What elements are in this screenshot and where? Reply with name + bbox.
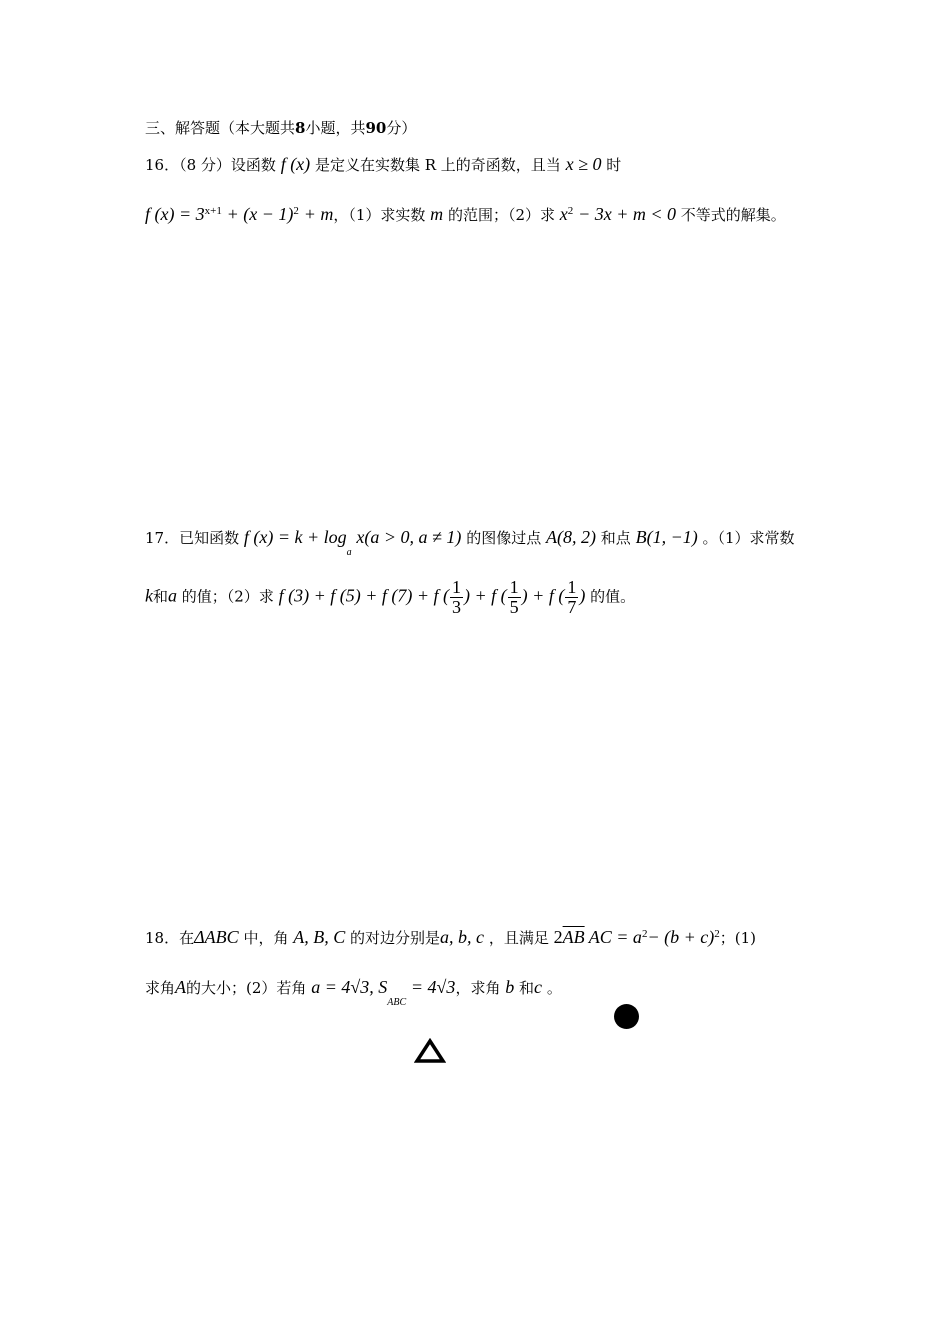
fraction-1-7: $\frac{1}{7}$ <box>567 577 577 617</box>
triangle-icon <box>414 1038 446 1064</box>
fraction-1-3: $\frac{1}{3}$ <box>452 577 462 617</box>
section-header: 三、解答题（本大题共8小题，共90分） <box>145 119 417 137</box>
fraction-1-5: $\frac{1}{5}$ <box>509 577 519 617</box>
q18-line1: 18．在ΔABC 中，角 A, B, C 的对边分别是a, b, c ，且满足 $2\overline{AB}$ AC = $a^2- (b + c)^2$；(1) <box>145 927 756 947</box>
q18-line2: 求角A的大小；(2）若角 a = 4√3, $S_{ABC} = 4√3$，求角 b 和c 。 <box>145 977 562 1008</box>
q16-line2: f $(x) = 3^{x+1} + (x - 1)^2 + m$，（1）求实数 m 的范围；（2）求 $x^2 - 3x + m < 0$ 不等式的解集。 <box>145 204 786 224</box>
q16-line1: 16．（8 分）设函数 f (x) 是定义在实数集 R 上的奇函数，且当 x ≥ 0 时 <box>145 154 622 174</box>
q17-line2: k和a 的值；（2）求 f (3) + f (5) + f (7) + f ( $\frac{1}{3}$ ) + f ( $\frac{1}{5}$ ) + f ( $\frac{1}{7}$ ) 的值。 <box>145 577 636 617</box>
filled-circle-icon <box>614 1004 639 1029</box>
q17-line1: 17．已知函数 f $(x) = k + \log_a x(a > 0$, a ≠ 1) 的图像过点 A(8, 2) 和点 B(1, −1) 。（1）求常数 <box>145 527 795 558</box>
